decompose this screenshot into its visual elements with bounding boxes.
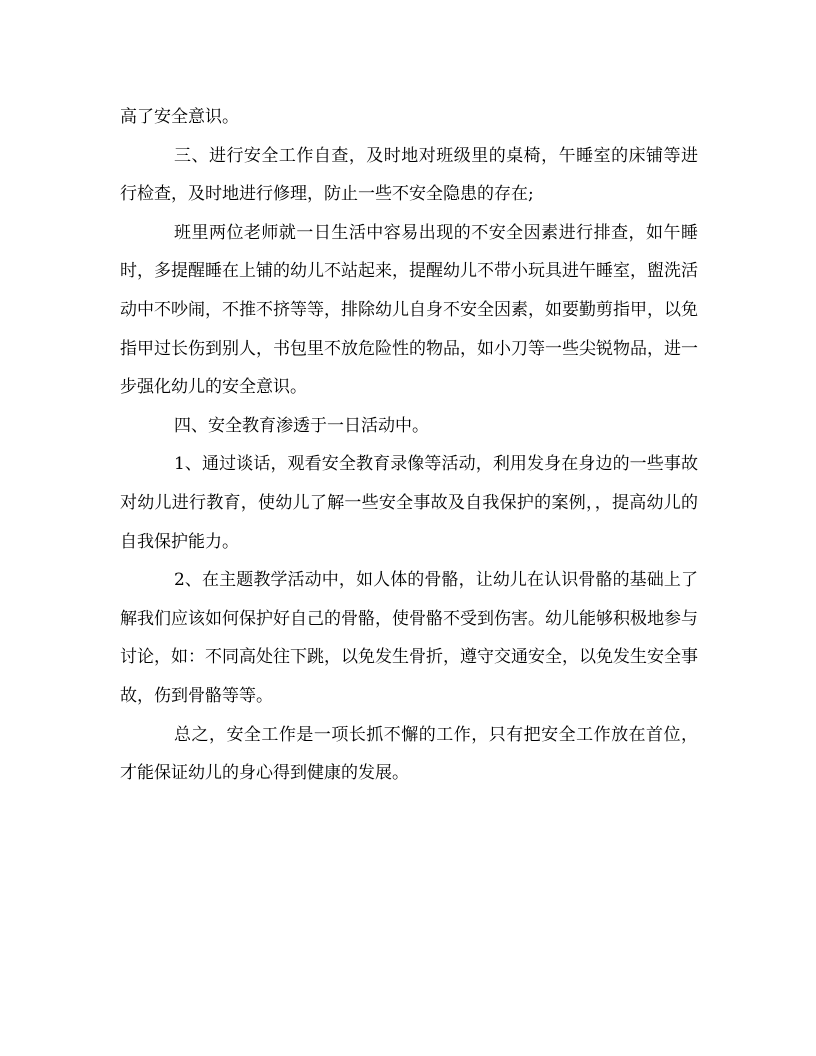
paragraph-teacher-check: 班里两位老师就一日生活中容易出现的不安全因素进行排查，如午睡时，多提醒睡在上铺的幼儿不站起来，提醒幼儿不带小玩具进午睡室，盥洗活动中不吵闹，不推不挤等等，排除幼儿自身不安全因素，如要勤剪指甲，以免指甲过长伤到别人，书包里不放危险性的物品，如小刀等一些尖锐物品，进一步强化幼儿的安全意识。 <box>120 222 698 398</box>
paragraph-item-one: 1、通过谈话，观看安全教育录像等活动，利用发身在身边的一些事故对幼儿进行教育，使幼儿了解一些安全事故及自我保护的案例，，提高幼儿的自我保护能力。 <box>120 454 698 552</box>
paragraph-section-four-heading: 四、安全教育渗透于一日活动中。 <box>174 415 429 436</box>
paragraph-item-two: 2、在主题教学活动中，如人体的骨骼，让幼儿在认识骨骼的基础上了解我们应该如何保护好自己的骨骼，使骨骼不受到伤害。幼儿能够积极地参与讨论，如：不同高处往下跳，以免发生骨折，遵守交通安全，以免发生安全事故，伤到骨骼等等。 <box>120 570 698 706</box>
paragraph-continuation: 高了安全意识。 <box>120 107 239 127</box>
paragraph-self-inspection: 三、进行安全工作自查，及时地对班级里的桌椅，午睡室的床铺等进行检查，及时地进行修理，防止一些不安全隐患的存在; <box>120 145 698 205</box>
paragraph-conclusion: 总之，安全工作是一项长抓不懈的工作，只有把安全工作放在首位，才能保证幼儿的身心得到健康的发展。 <box>120 724 698 784</box>
document-body <box>120 98 698 793</box>
